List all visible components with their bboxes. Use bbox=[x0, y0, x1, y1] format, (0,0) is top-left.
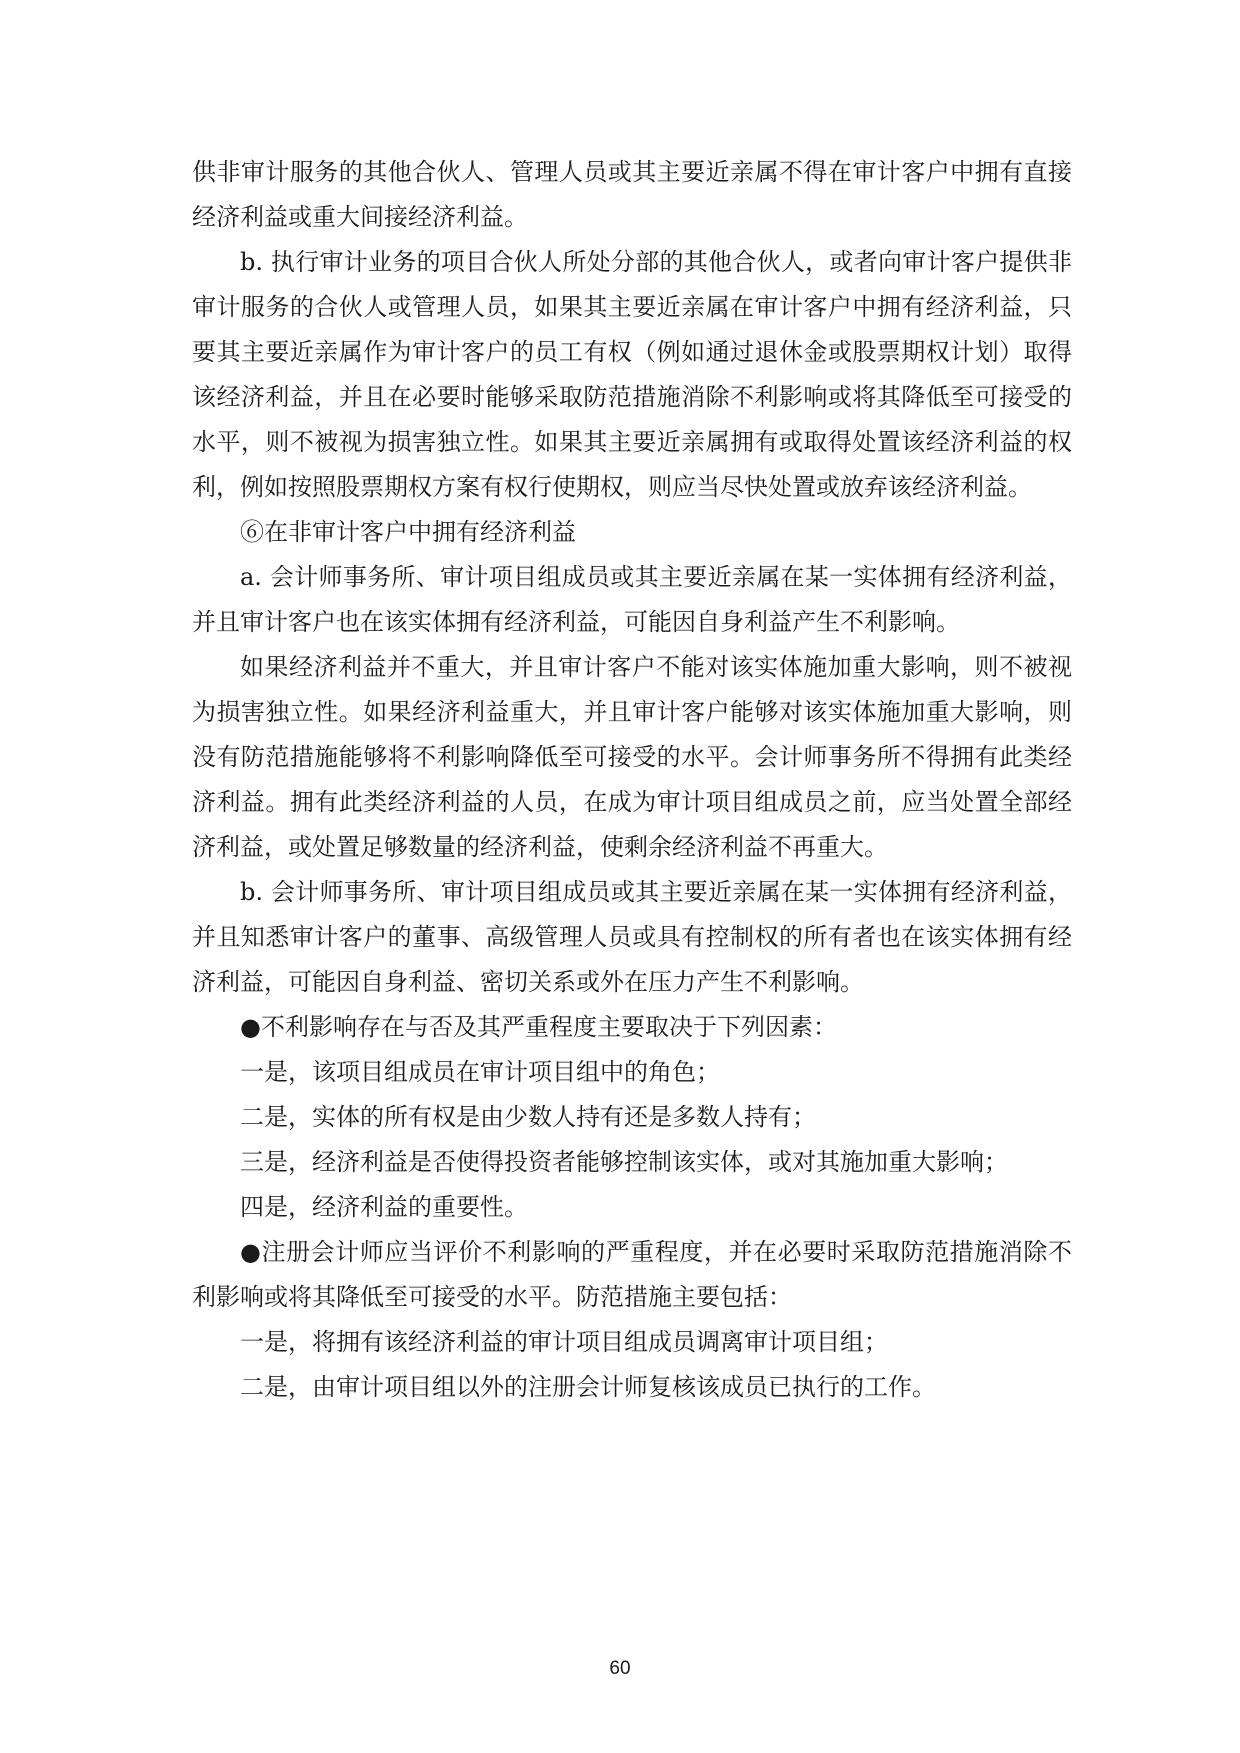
paragraph-continuation: 供非审计服务的其他合伙人、管理人员或其主要近亲属不得在审计客户中拥有直接经济利益或重大间接经济利益。 bbox=[192, 158, 1072, 231]
paragraph-materiality: 如果经济利益并不重大，并且审计客户不能对该实体施加重大影响，则不被视为损害独立性。如果经济利益重大，并且审计客户能够对该实体施加重大影响，则没有防范措施能够将不利影响降低至可接受的水平。会计师事务所不得拥有此类经济利益。拥有此类经济利益的人员，在成为审计项目组成员之前，应当处置全部经济利益，或处置足够数量的经济利益，使剩余经济利益不再重大。 bbox=[192, 653, 1072, 861]
document-body bbox=[192, 150, 1072, 1410]
paragraph-item-a: a. 会计师事务所、审计项目组成员或其主要近亲属在某一实体拥有经济利益，并且审计客户也在该实体拥有经济利益，可能因自身利益产生不利影响。 bbox=[192, 563, 1072, 636]
safeguard-item-2: 二是，由审计项目组以外的注册会计师复核该成员已执行的工作。 bbox=[240, 1373, 936, 1401]
factor-item-4: 四是，经济利益的重要性。 bbox=[240, 1193, 528, 1221]
bullet-safeguards-heading: ●注册会计师应当评价不利影响的严重程度，并在必要时采取防范措施消除不利影响或将其降低至可接受的水平。防范措施主要包括： bbox=[192, 1238, 1072, 1311]
factor-item-3: 三是，经济利益是否使得投资者能够控制该实体，或对其施加重大影响； bbox=[240, 1148, 1008, 1176]
bullet-factors-heading: ●不利影响存在与否及其严重程度主要取决于下列因素： bbox=[240, 1013, 837, 1041]
section-heading-non-audit-client: ⑥在非审计客户中拥有经济利益 bbox=[240, 518, 576, 546]
factor-item-2: 二是，实体的所有权是由少数人持有还是多数人持有； bbox=[240, 1103, 816, 1131]
paragraph-item-b: b. 会计师事务所、审计项目组成员或其主要近亲属在某一实体拥有经济利益，并且知悉审计客户的董事、高级管理人员或具有控制权的所有者也在该实体拥有经济利益，可能因自身利益、密切关系或外在压力产生不利影响。 bbox=[192, 878, 1072, 996]
safeguard-item-1: 一是，将拥有该经济利益的审计项目组成员调离审计项目组； bbox=[240, 1328, 888, 1356]
factor-item-1: 一是，该项目组成员在审计项目组中的角色； bbox=[240, 1058, 720, 1086]
paragraph-item-b-employee-rights: b. 执行审计业务的项目合伙人所处分部的其他合伙人，或者向审计客户提供非审计服务的合伙人或管理人员，如果其主要近亲属在审计客户中拥有经济利益，只要其主要近亲属作为审计客户的员工有权（例如通过退休金或股票期权计划）取得该经济利益，并且在必要时能够采取防范措施消除不利影响或将其降低至可接受的水平，则不被视为损害独立性。如果其主要近亲属拥有或取得处置该经济利益的权利，例如按照股票期权方案有权行使期权，则应当尽快处置或放弃该经济利益。 bbox=[192, 248, 1072, 501]
page-number: 60 bbox=[609, 1658, 631, 1679]
